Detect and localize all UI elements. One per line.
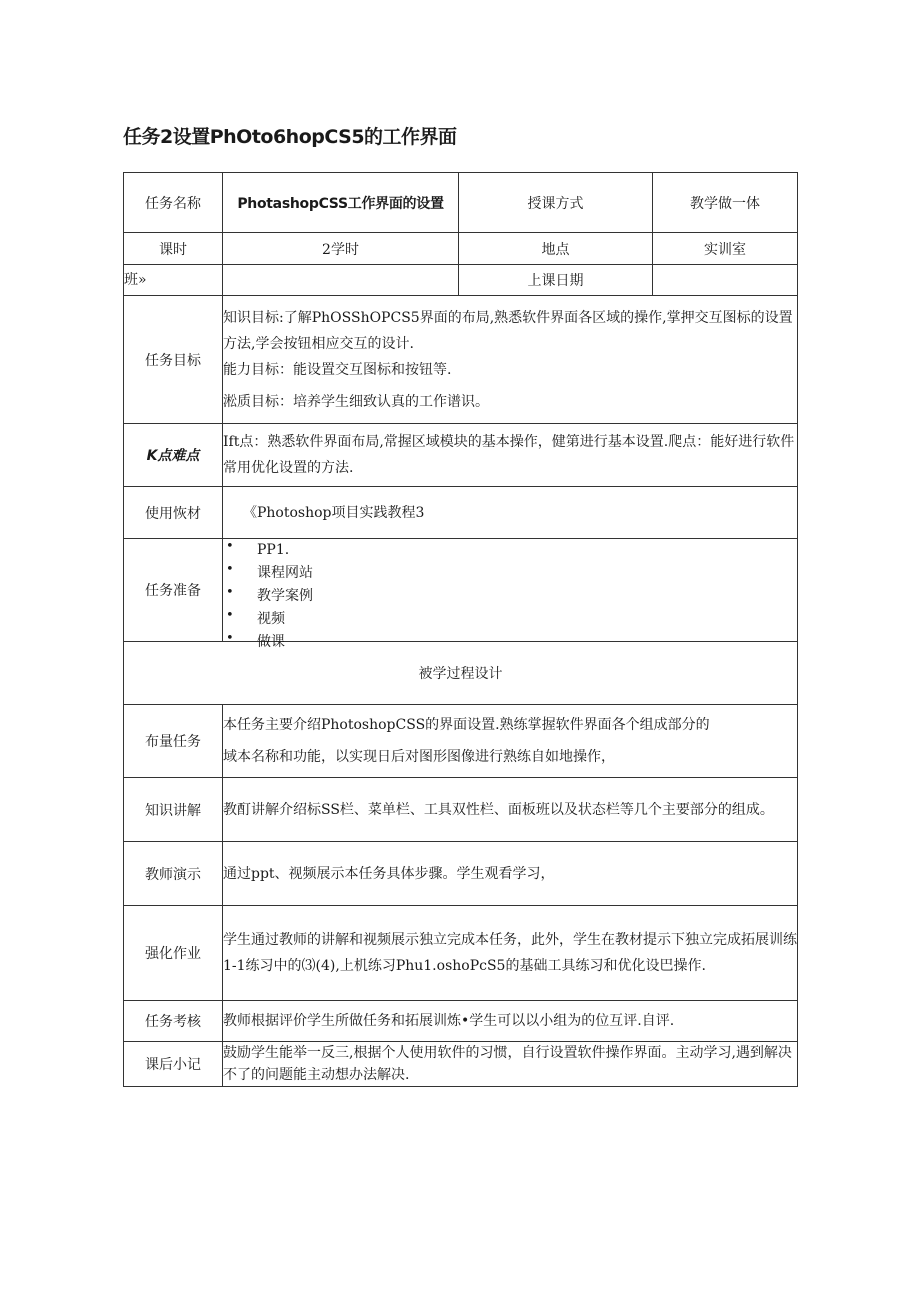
hours-value: 2学时 xyxy=(223,233,459,265)
process-label: 强化作业 xyxy=(124,906,223,1001)
preparation-cell xyxy=(223,539,798,650)
table-row xyxy=(124,842,798,906)
table-row xyxy=(124,1001,798,1042)
quality-goal: 淞质目标：培养学生细致认真的工作谱识。 xyxy=(223,393,489,410)
preparation-list xyxy=(223,539,797,650)
process-text: 鼓励学生能举一反三,根据个人使用软件的习惯，自行设置软件操作界面。主动学习,遇到解决不了的问题能主动想办法解决. xyxy=(223,1042,798,1087)
table-row xyxy=(124,173,798,233)
method-label: 授课方式 xyxy=(459,173,653,233)
table-row xyxy=(124,265,798,296)
list-item: • 课程网站 xyxy=(226,562,797,585)
process-text: 通过ppt、视频展示本任务具体步骤。学生观看学习， xyxy=(223,842,798,906)
process-label: 课后小记 xyxy=(124,1042,223,1087)
place-label: 地点 xyxy=(459,233,653,265)
knowledge-goal: 知识目标:了解PhOSShOPCS5界面的布局,熟悉软件界面各区域的操作,掌押交互图标的设置方法,学会按钮相应交互的设计. xyxy=(223,309,793,352)
table-row xyxy=(124,296,798,424)
date-value xyxy=(653,265,798,296)
process-label: 教师演示 xyxy=(124,842,223,906)
ability-goal: 能力目标：能设置交互图标和按钮等. xyxy=(223,361,452,378)
process-text: 教酊讲解介绍标SS栏、菜单栏、工具双性栏、面板班以及状态栏等几个主要部分的组成。 xyxy=(223,778,798,842)
page-title: 任务2设置PhOto6hopCS5的工作界面 xyxy=(123,126,457,148)
process-heading: 被学过程设计 xyxy=(124,642,798,705)
table-row xyxy=(124,539,798,642)
table-row xyxy=(124,778,798,842)
keypoints-label: K点难点 xyxy=(124,424,223,487)
date-label: 上课日期 xyxy=(459,265,653,296)
table-row xyxy=(124,424,798,487)
process-text: 教师根据评价学生所做任务和拓展训炼•学生可以以小组为的位互评.自评. xyxy=(223,1001,798,1042)
place-value: 实训室 xyxy=(653,233,798,265)
method-value: 教学做一体 xyxy=(653,173,798,233)
process-label: 任务考核 xyxy=(124,1001,223,1042)
process-text-line: 域本名称和功能，以实现日后对图形图像进行熟练自如地操作， xyxy=(223,749,615,765)
goals-cell xyxy=(223,296,798,424)
task-name-value: PhotashopCSS工作界面的设置 xyxy=(223,173,459,233)
table-row xyxy=(124,233,798,265)
class-value xyxy=(223,265,459,296)
goals-label: 任务目标 xyxy=(124,296,223,424)
task-name-label: 任务名称 xyxy=(124,173,223,233)
preparation-label: 任务准备 xyxy=(124,539,223,642)
process-text xyxy=(223,705,798,778)
class-label: 班» xyxy=(124,265,223,296)
table-row xyxy=(124,487,798,539)
table-row xyxy=(124,906,798,1001)
process-label: 知识讲解 xyxy=(124,778,223,842)
list-item: • 教学案例 xyxy=(226,585,797,608)
list-item: • 视频 xyxy=(226,608,797,631)
materials-label: 使用恢材 xyxy=(124,487,223,539)
process-text-line: 本任务主要介绍PhotoshopCSS的界面设置.熟练掌握软件界面各个组成部分的 xyxy=(223,717,710,733)
table-row xyxy=(124,705,798,778)
table-row xyxy=(124,1042,798,1087)
hours-label: 课时 xyxy=(124,233,223,265)
process-label: 布量任务 xyxy=(124,705,223,778)
list-item: • 做课 xyxy=(226,631,797,654)
keypoints-text: Ift点：熟悉软件界面布局,常握区域模块的基本操作，健第进行基本设置.爬点：能好进行软件常用优化设置的方法. xyxy=(223,424,798,487)
process-text: 学生通过教师的讲解和视频展示独立完成本任务，此外，学生在教材提示下独立完成拓展训练1-1练习中的⑶(4),上机练习Phu1.oshoPcS5的基础工具练习和优化设巴操作. xyxy=(223,906,798,1001)
lesson-plan-table xyxy=(123,172,798,1087)
materials-text: 《Photoshop项目实践教程3 xyxy=(223,487,798,539)
list-item: • PP1. xyxy=(226,539,797,562)
